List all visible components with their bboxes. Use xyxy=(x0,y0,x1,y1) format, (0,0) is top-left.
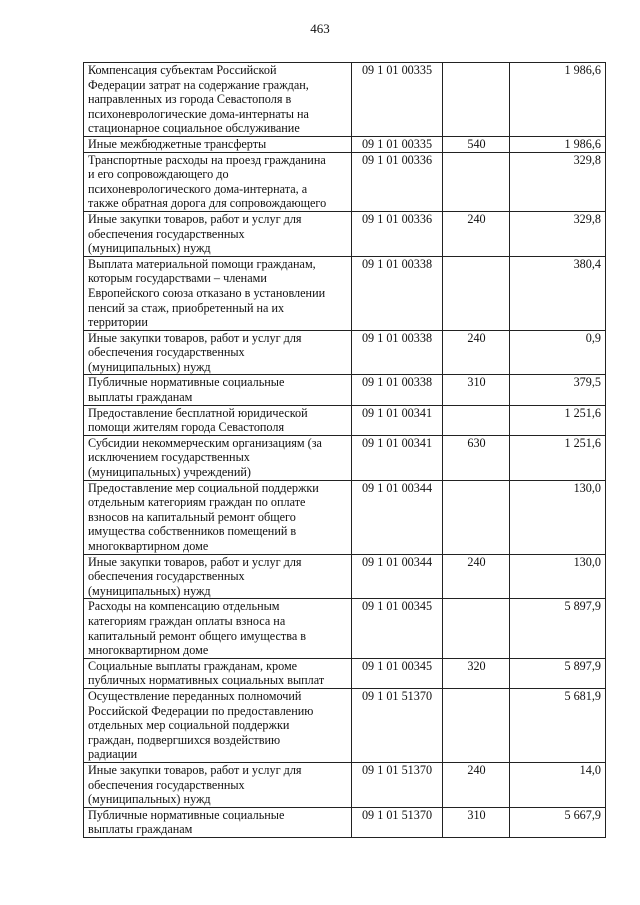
target-article-code-cell: 09 1 01 00344 xyxy=(352,480,443,554)
table-row xyxy=(84,688,606,762)
amount-cell: 380,4 xyxy=(510,256,606,330)
target-article-code-cell: 09 1 01 00345 xyxy=(352,658,443,688)
expense-name-cell: Иные закупки товаров, работ и услуг для обеспечения государственных (муниципальных) нужд xyxy=(84,762,352,807)
expense-name-cell: Транспортные расходы на проезд гражданина и его сопровождающего до психоневрологического дома-интерната, а также обратная дорога для сопровождающего xyxy=(84,152,352,211)
budget-table xyxy=(83,62,606,838)
table-row xyxy=(84,807,606,837)
table-row xyxy=(84,256,606,330)
table-row xyxy=(84,658,606,688)
expense-type-cell: 240 xyxy=(443,554,510,599)
expense-name-cell: Иные межбюджетные трансферты xyxy=(84,136,352,152)
table-row xyxy=(84,63,606,137)
expense-name-cell: Публичные нормативные социальные выплаты гражданам xyxy=(84,375,352,405)
table-row xyxy=(84,152,606,211)
expense-type-cell xyxy=(443,480,510,554)
target-article-code-cell: 09 1 01 00338 xyxy=(352,375,443,405)
amount-cell: 5 897,9 xyxy=(510,658,606,688)
target-article-code-cell: 09 1 01 51370 xyxy=(352,807,443,837)
table-row xyxy=(84,435,606,480)
amount-cell: 5 667,9 xyxy=(510,807,606,837)
target-article-code-cell: 09 1 01 00345 xyxy=(352,599,443,658)
budget-table-body xyxy=(84,63,606,838)
table-row xyxy=(84,330,606,375)
expense-name-cell: Выплата материальной помощи гражданам, которым государствами – членами Европейского союза отказано в установлении пенсий за стаж, приобретенный на их территории xyxy=(84,256,352,330)
expense-name-cell: Осуществление переданных полномочий Российской Федерации по предоставлению отдельных мер социальной поддержки граждан, подвергшихся воздействию радиации xyxy=(84,688,352,762)
target-article-code-cell: 09 1 01 51370 xyxy=(352,688,443,762)
expense-name-cell: Социальные выплаты гражданам, кроме публичных нормативных социальных выплат xyxy=(84,658,352,688)
expense-type-cell xyxy=(443,688,510,762)
amount-cell: 1 251,6 xyxy=(510,405,606,435)
expense-type-cell: 310 xyxy=(443,375,510,405)
target-article-code-cell: 09 1 01 00336 xyxy=(352,211,443,256)
amount-cell: 1 986,6 xyxy=(510,63,606,137)
page-number: 463 xyxy=(310,21,330,36)
expense-type-cell: 240 xyxy=(443,330,510,375)
amount-cell: 5 681,9 xyxy=(510,688,606,762)
target-article-code-cell: 09 1 01 00344 xyxy=(352,554,443,599)
expense-type-cell: 540 xyxy=(443,136,510,152)
expense-name-cell: Иные закупки товаров, работ и услуг для обеспечения государственных (муниципальных) нужд xyxy=(84,211,352,256)
expense-type-cell xyxy=(443,599,510,658)
table-row xyxy=(84,136,606,152)
table-row xyxy=(84,405,606,435)
expense-name-cell: Субсидии некоммерческим организациям (за исключением государственных (муниципальных) учреждений) xyxy=(84,435,352,480)
expense-type-cell: 630 xyxy=(443,435,510,480)
table-row xyxy=(84,599,606,658)
target-article-code-cell: 09 1 01 00335 xyxy=(352,63,443,137)
target-article-code-cell: 09 1 01 00338 xyxy=(352,330,443,375)
expense-type-cell xyxy=(443,405,510,435)
table-row xyxy=(84,480,606,554)
target-article-code-cell: 09 1 01 00338 xyxy=(352,256,443,330)
target-article-code-cell: 09 1 01 00335 xyxy=(352,136,443,152)
expense-name-cell: Публичные нормативные социальные выплаты гражданам xyxy=(84,807,352,837)
amount-cell: 329,8 xyxy=(510,211,606,256)
expense-type-cell: 310 xyxy=(443,807,510,837)
amount-cell: 329,8 xyxy=(510,152,606,211)
expense-type-cell xyxy=(443,152,510,211)
amount-cell: 1 251,6 xyxy=(510,435,606,480)
table-row xyxy=(84,554,606,599)
amount-cell: 130,0 xyxy=(510,480,606,554)
expense-type-cell xyxy=(443,63,510,137)
target-article-code-cell: 09 1 01 00341 xyxy=(352,435,443,480)
amount-cell: 5 897,9 xyxy=(510,599,606,658)
amount-cell: 1 986,6 xyxy=(510,136,606,152)
amount-cell: 130,0 xyxy=(510,554,606,599)
expense-name-cell: Иные закупки товаров, работ и услуг для обеспечения государственных (муниципальных) нужд xyxy=(84,554,352,599)
amount-cell: 0,9 xyxy=(510,330,606,375)
table-row xyxy=(84,211,606,256)
amount-cell: 379,5 xyxy=(510,375,606,405)
amount-cell: 14,0 xyxy=(510,762,606,807)
expense-type-cell: 240 xyxy=(443,762,510,807)
expense-name-cell: Компенсация субъектам Российской Федерации затрат на содержание граждан, направленных из города Севастополя в психоневрологические дома-интернаты на стационарное социальное обслуживание xyxy=(84,63,352,137)
expense-name-cell: Расходы на компенсацию отдельным категориям граждан оплаты взноса на капитальный ремонт общего имущества в многоквартирном доме xyxy=(84,599,352,658)
target-article-code-cell: 09 1 01 00336 xyxy=(352,152,443,211)
expense-type-cell xyxy=(443,256,510,330)
target-article-code-cell: 09 1 01 00341 xyxy=(352,405,443,435)
expense-type-cell: 320 xyxy=(443,658,510,688)
table-row xyxy=(84,762,606,807)
table-row xyxy=(84,375,606,405)
expense-type-cell: 240 xyxy=(443,211,510,256)
expense-name-cell: Предоставление мер социальной поддержки отдельным категориям граждан по оплате взносов на капитальный ремонт общего имущества собственников помещений в многоквартирном доме xyxy=(84,480,352,554)
expense-name-cell: Иные закупки товаров, работ и услуг для обеспечения государственных (муниципальных) нужд xyxy=(84,330,352,375)
expense-name-cell: Предоставление бесплатной юридической помощи жителям города Севастополя xyxy=(84,405,352,435)
target-article-code-cell: 09 1 01 51370 xyxy=(352,762,443,807)
